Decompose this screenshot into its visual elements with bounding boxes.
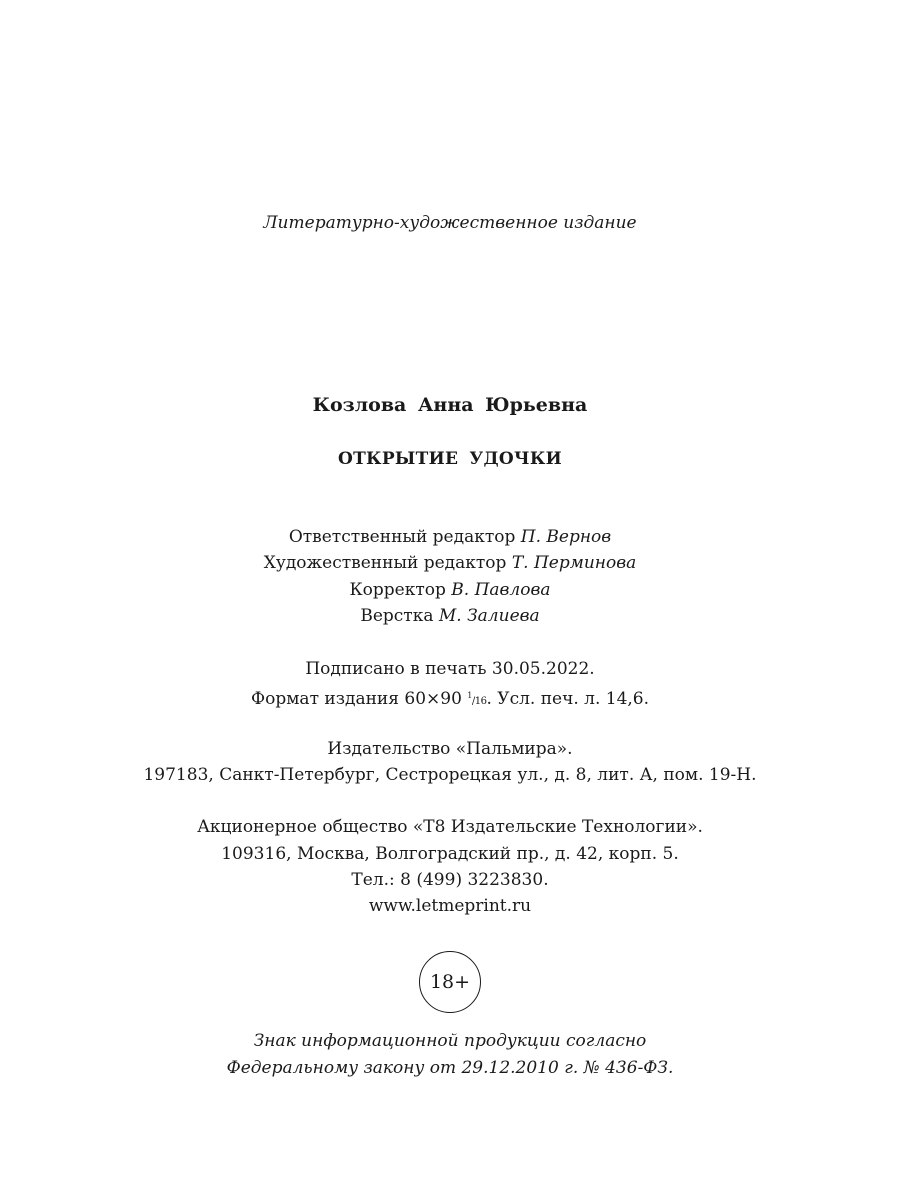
printer-website: www.letmeprint.ru xyxy=(368,896,532,916)
age-rating-badge xyxy=(419,951,481,1013)
format-fraction xyxy=(467,691,487,707)
format-prefix: Формат издания 60×90 xyxy=(250,689,462,709)
credit-person: Т. Перминова xyxy=(511,553,637,573)
printer-name: Акционерное общество «Т8 Издательские Технологии». xyxy=(197,817,703,837)
publisher-name: Издательство «Пальмира». xyxy=(327,739,573,759)
edition-type: Литературно-художественное издание xyxy=(263,213,637,233)
credit-person: П. Вернов xyxy=(520,527,612,547)
format-suffix: . Усл. печ. л. 14,6. xyxy=(486,689,650,709)
credit-art-editor xyxy=(0,550,900,576)
credit-role: Ответственный редактор xyxy=(288,527,516,547)
credit-role: Корректор xyxy=(349,580,446,600)
credit-person: В. Павлова xyxy=(451,580,551,600)
author-name: Козлова Анна Юрьевна xyxy=(312,394,588,416)
credit-person: М. Залиева xyxy=(438,606,540,626)
law-notice-line-1: Знак информационной продукции согласно xyxy=(253,1031,647,1051)
credit-editor-in-charge xyxy=(0,524,900,550)
signed-to-print: Подписано в печать 30.05.2022. xyxy=(305,659,595,679)
edition-format xyxy=(0,683,900,715)
law-notice-line-2: Федеральному закону от 29.12.2010 г. № 436-ФЗ. xyxy=(226,1058,674,1078)
age-rating-label: 18+ xyxy=(429,971,471,993)
format-fraction-numerator: 1 xyxy=(467,691,472,700)
printer-address: 109316, Москва, Волгоградский пр., д. 42, корп. 5. xyxy=(221,844,679,864)
printer-phone: Тел.: 8 (499) 3223830. xyxy=(351,870,549,890)
credit-role: Художественный редактор xyxy=(263,553,507,573)
publisher-address: 197183, Санкт-Петербург, Сестрорецкая ул., д. 8, лит. А, пом. 19-Н. xyxy=(143,765,757,785)
credit-proofreader xyxy=(0,577,900,603)
credit-role: Верстка xyxy=(360,606,434,626)
book-title: ОТКРЫТИЕ УДОЧКИ xyxy=(338,449,562,469)
format-fraction-denominator: /16 xyxy=(471,696,487,707)
credit-layout xyxy=(0,603,900,629)
